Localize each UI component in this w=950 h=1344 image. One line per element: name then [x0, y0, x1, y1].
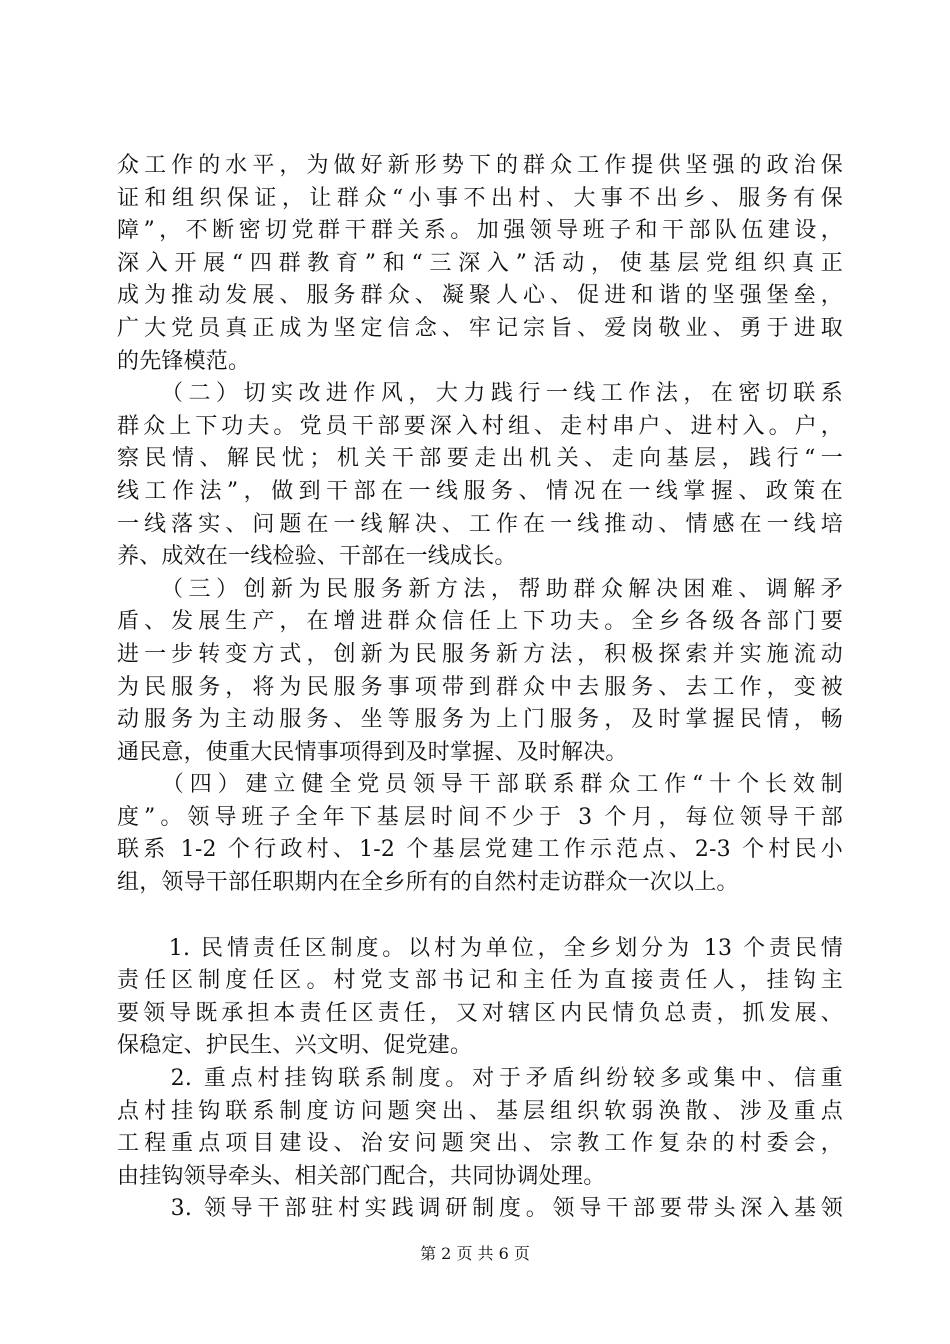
text-line: 联系 1-2 个行政村、1-2 个基层党建工作示范点、2-3 个村民小	[117, 837, 843, 863]
text-line: 众工作的水平，为做好新形势下的群众工作提供坚强的政治保	[117, 153, 843, 178]
text-line: 责任区制度任区。村党支部书记和主任为直接责任人，挂钩主	[117, 968, 843, 994]
text-line: 察民情、解民忧；机关干部要走出机关、走向基层，践行“一	[117, 446, 843, 472]
text-line: 广大党员真正成为坚定信念、牢记宗旨、爱岗敬业、勇于进取	[117, 315, 843, 341]
text-line: 一线落实、问题在一线解决、工作在一线推动、情感在一线培	[117, 511, 843, 537]
text-line: 通民意，使重大民情事项得到及时掌握、及时解决。	[117, 739, 628, 765]
page-footer: 第 2 页 共 6 页	[420, 1244, 530, 1263]
text-line: （三）创新为民服务新方法，帮助群众解决困难、调解矛	[117, 576, 843, 602]
paragraph	[117, 1063, 843, 1193]
text-line: 工程重点项目建设、治安问题突出、宗教工作复杂的村委会，	[117, 1131, 843, 1157]
paragraph	[117, 1193, 843, 1226]
text-line: 点村挂钩联系制度访问题突出、基层组织软弱涣散、涉及重点	[117, 1098, 843, 1124]
text-line: 要领导既承担本责任区责任，又对辖区内民情负总责，抓发展、	[117, 1000, 843, 1026]
paragraph	[117, 574, 843, 770]
text-line: 盾、发展生产，在增进群众信任上下功夫。全乡各级各部门要	[117, 609, 843, 635]
text-line: （二）切实改进作风，大力践行一线工作法，在密切联系	[117, 381, 843, 407]
text-line: 3. 领导干部驻村实践调研制度。领导干部要带头深入基领	[117, 1196, 843, 1222]
document-body	[117, 150, 843, 1226]
paragraph-spacer	[117, 900, 843, 933]
text-line: 为民服务，将为民服务事项带到群众中去服务、去工作，变被	[117, 674, 843, 700]
text-line: 1. 民情责任区制度。以村为单位，全乡划分为 13 个责民情	[117, 935, 843, 961]
paragraph	[117, 769, 843, 899]
text-line: 保稳定、护民生、兴文明、促党建。	[117, 1033, 473, 1059]
text-line: 证和组织保证，让群众“小事不出村、大事不出乡、服务有保	[117, 185, 843, 211]
text-line: 进一步转变方式，创新为民服务新方法，积极探索并实施流动	[117, 641, 843, 667]
text-line: 2. 重点村挂钩联系制度。对于矛盾纠纷较多或集中、信重	[117, 1066, 843, 1092]
text-line: 成为推动发展、服务群众、凝聚人心、促进和谐的坚强堡垒，	[117, 283, 843, 309]
text-line: 群众上下功夫。党员干部要深入村组、走村串户、进村入。户，	[117, 413, 843, 439]
paragraph	[117, 933, 843, 1063]
text-line: （四）建立健全党员领导干部联系群众工作“十个长效制	[117, 772, 843, 798]
text-line: 度”。领导班子全年下基层时间不少于 3 个月，每位领导干部	[117, 804, 843, 830]
text-line: 深入开展“四群教育”和“三深入”活动，使基层党组织真正	[117, 250, 843, 276]
text-line: 动服务为主动服务、坐等服务为上门服务，及时掌握民情，畅	[117, 707, 843, 733]
text-line: 由挂钩领导牵头、相关部门配合，共同协调处理。	[117, 1163, 606, 1189]
paragraph	[117, 150, 843, 378]
paragraph	[117, 378, 843, 574]
text-line: 障”，不断密切党群干群关系。加强领导班子和干部队伍建设，	[117, 218, 843, 244]
text-line: 养、成效在一线检验、干部在一线成长。	[117, 544, 517, 570]
text-line: 线工作法”，做到干部在一线服务、情况在一线掌握、政策在	[117, 478, 843, 504]
text-line: 的先锋模范。	[117, 348, 251, 374]
text-line: 组，领导干部任职期内在全乡所有的自然村走访群众一次以上。	[117, 870, 739, 896]
